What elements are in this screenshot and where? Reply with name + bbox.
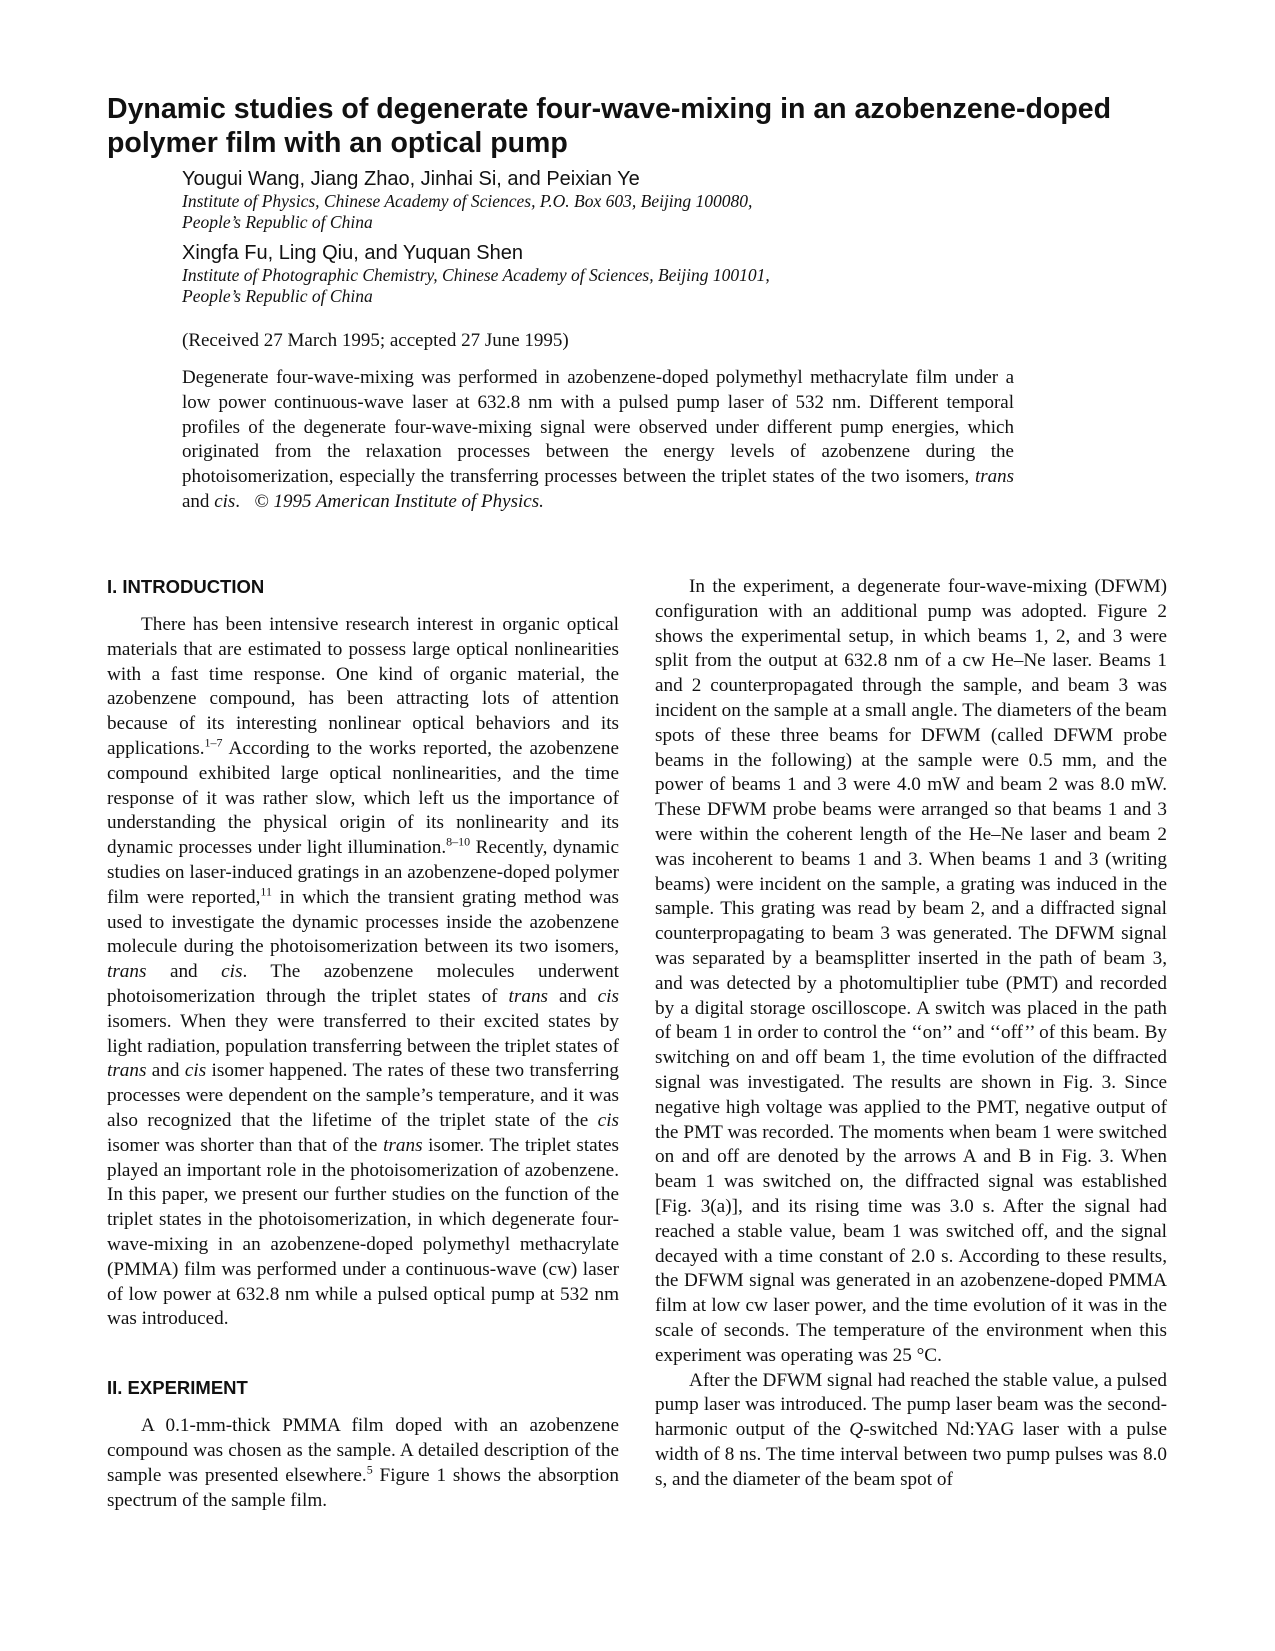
abstract-trans: trans [974,466,1015,488]
intro-and: and [548,985,598,1007]
italic-q: Q [849,1419,864,1441]
abstract-text: Degenerate four-wave-mixing was performed in azobenzene-doped polymethyl methacrylate film under a low power continuous-wave laser at 632.8 nm with a pulsed pump laser of 532 nm. Different temporal profiles of the degenerate four-wave-mixing signal were observed under different pump energies, which originated from the relaxation processes between the energy levels of azobenzene during the photoisomerization, especially the transferring processes between the triplet states of the two isomers, [182,367,1014,488]
affiliation-group-1-line-2: People’s Republic of China [182,212,373,232]
italic-cis: cis [184,1060,207,1082]
italic-trans: trans [508,985,548,1007]
citation-ref: 1–7 [204,735,223,750]
author-names-group-2: Xingfa Fu, Ling Qiu, and Yuquan Shen [182,242,524,264]
citation-ref: 11 [260,884,272,899]
experiment-text-2: Figure 1 shows the absorption spectrum of the sample film. [107,1464,619,1511]
intro-text-1: There has been intensive research interest in organic optical materials that are estimated to possess large optical nonlinearities with a fast time response. One kind of organic material, the azobenzene compound, has been attracting lots of attention because of its interesting nonlinear optical behaviors and its applications. [107,614,619,759]
copyright-notice: © 1995 American Institute of Physics. [254,490,544,512]
author-names-group-1: Yougui Wang, Jiang Zhao, Jinhai Si, and Peixian Ye [182,168,640,190]
experiment-text-4: -switched Nd:YAG laser with a pulse width of 8 ns. The time interval between two pump pulses was 8.0 s, and the diameter of the beam spot of [655,1419,1168,1490]
intro-text-3: Recently, dynamic studies on laser-induced gratings in an azobenzene-doped polymer film were reported, [107,837,619,908]
left-column [107,575,619,1513]
experiment-paragraph-3 [655,1369,1167,1493]
section-heading-experiment: II. EXPERIMENT [107,1377,248,1399]
intro-text-7: isomer happened. The rates of these two transferring processes were dependent on the sample’s temperature, and it was also recognized that the lifetime of the triplet state of the [107,1060,619,1131]
italic-trans: trans [107,961,147,983]
intro-and: and [146,961,222,983]
experiment-paragraph-1 [107,1414,619,1513]
citation-ref: 8–10 [446,834,471,849]
experiment-paragraph-2: In the experiment, a degenerate four-wave-mixing (DFWM) configuration with an additional pump was adopted. Figure 2 shows the experimental setup, in which beams 1, 2, and 3 were split from the output at 632.8 nm of a cw He–Ne laser. Beams 1 and 2 counterpropagated through the sample, and beam 3 was incident on the sample at a small angle. The diameters of the beam spots of these three beams for DFWM (called DFWM probe beams in the following) at the sample were 0.5 mm, and the power of beams 1 and 3 were 4.0 mW and beam 2 was 8.0 mW. These DFWM probe beams were arranged so that beams 1 and 3 were within the coherent length of the He–Ne laser and beam 2 was incoherent to beams 1 and 3. When beams 1 and 3 (writing beams) were incident on the sample, a grating was induced in the sample. This grating was read by beam 2, and a diffracted signal counterpropagating to beam 3 was generated. The DFWM signal was separated by a beamsplitter inserted in the path of beam 3, and was detected by a photomultiplier tube (PMT) and recorded by a digital storage oscilloscope. A switch was placed in the path of beam 1 in order to control the ‘‘on’’ and ‘‘off’’ of this beam. By switching on and off beam 1, the time evolution of the diffracted signal was investigated. The results are shown in Fig. 3. Since negative high voltage was applied to the PMT, negative output of the PMT was recorded. The moments when beam 1 were switched on and off are denoted by the arrows A and B in Fig. 3. When beam 1 was switched on, the diffracted signal was established [Fig. 3(a)], and its rising time was 3.0 s. After the signal had reached a stable value, beam 1 was switched off, and the signal decayed with a time constant of 2.0 s. According to these results, the DFWM signal was generated in an azobenzene-doped PMMA film at low cw laser power, and the time evolution of it was in the scale of seconds. The temperature of the environment when this experiment was operating was 25 °C. [655,576,1167,1366]
experiment-text-1: A 0.1-mm-thick PMMA film doped with an azobenzene compound was chosen as the sample. A detailed description of the sample was presented elsewhere. [107,1415,619,1486]
intro-text-6: isomers. When they were transferred to their excited states by light radiation, population transferring between the triplet states of [107,1010,619,1057]
citation-ref: 5 [366,1462,373,1477]
abstract-cis: cis [214,490,236,512]
intro-text-5: . The azobenzene molecules underwent photoisomerization through the triplet states of [107,961,619,1007]
section-heading-introduction: I. INTRODUCTION [107,576,265,597]
paper-title: Dynamic studies of degenerate four-wave-mixing in an azobenzene-doped polymer film with an optical pump [107,93,1112,159]
abstract-and: and [182,490,210,512]
received-dates: (Received 27 March 1995; accepted 27 June 1995) [182,330,569,351]
intro-text-8: isomer was shorter than that of the [107,1134,384,1156]
affiliation-group-2-line-2: People’s Republic of China [182,286,373,306]
affiliation-group-1-line-1: Institute of Physics, Chinese Academy of Sciences, P.O. Box 603, Beijing 100080, [182,191,753,211]
abstract: Degenerate four-wave-mixing was performed in azobenzene-doped polymethyl methacrylate film under a low power continuous-wave laser at 632.8 nm with a pulsed pump laser of 532 nm. Different temporal profiles of the degenerate four-wave-mixing signal were observed under different pump energies, which originated from the relaxation processes between the energy levels of azobenzene during the photoisomerization, especially the transferring processes between the triplet states of the two isomers, trans and cis. © 1995 American Institute of Physics. [182,367,1015,512]
italic-cis: cis [221,961,243,983]
italic-cis: cis [597,1109,619,1131]
intro-text-2: According to the works reported, the azobenzene compound exhibited large optical nonlinearities, and the time response of it was rather slow, which left us the importance of understanding the physical origin of its nonlinearity and its dynamic processes under light illumination. [107,737,619,859]
intro-paragraph [107,613,619,1332]
affiliation-group-2-line-1: Institute of Photographic Chemistry, Chinese Academy of Sciences, Beijing 100101, [182,265,770,285]
italic-cis: cis [597,985,619,1007]
italic-trans: trans [383,1134,423,1156]
italic-trans: trans [107,1060,147,1082]
experiment-text-3: After the DFWM signal had reached the stable value, a pulsed pump laser was introduced. The pump laser beam was the second-harmonic output of the [655,1369,1167,1441]
intro-text-4: in which the transient grating method was used to investigate the dynamic processes inside the azobenzene molecule during the photoisomerization between its two isomers, [107,886,619,958]
intro-text-9: isomer. The triplet states played an important role in the photoisomerization of azobenzene. In this paper, we present our further studies on the function of the triplet states in the photoisomerization, in which degenerate four-wave-mixing in an azobenzene-doped polymethyl methacrylate (PMMA) film was performed under a continuous-wave (cw) laser of low power at 632.8 nm while a pulsed optical pump at 532 nm was introduced. [107,1134,619,1330]
intro-and: and [146,1060,185,1082]
right-column [655,575,1167,1492]
